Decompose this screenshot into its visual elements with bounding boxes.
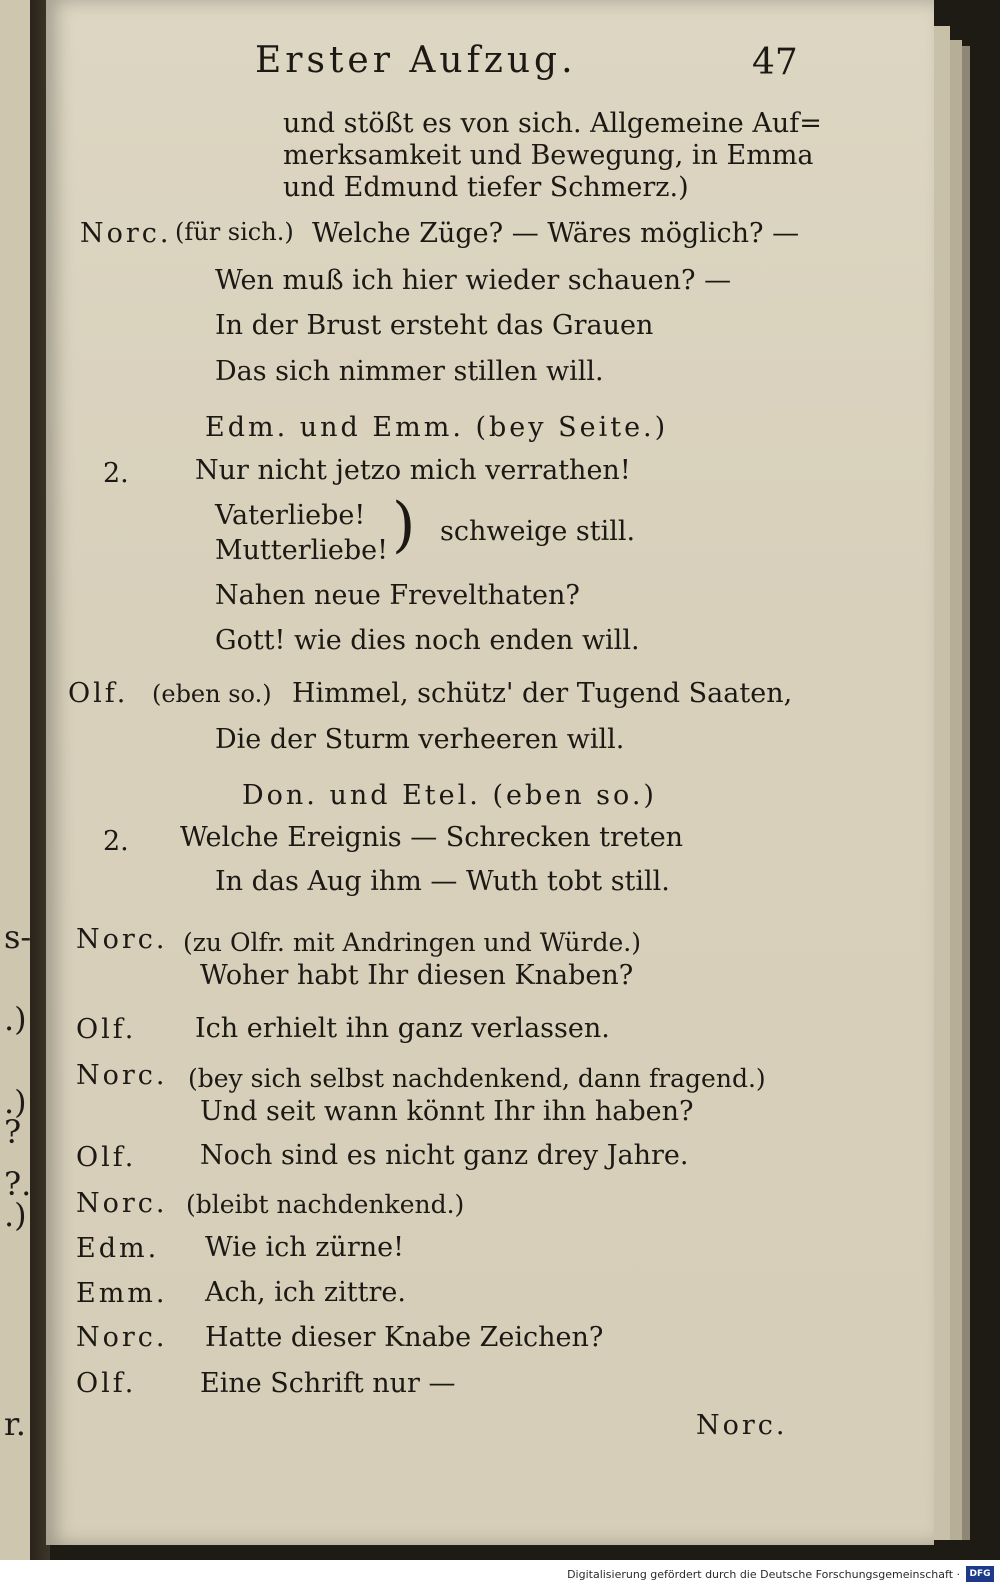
left-page-fragment: s- [4,918,32,956]
speaker-name: Olf. [68,678,129,709]
left-page-fragment: ? [4,1113,22,1151]
stage-direction-line: merksamkeit und Bewegung, in Emma [283,140,814,171]
verse-line: Ach, ich zittre. [205,1277,406,1308]
verse-line: Welche Ereignis — Schrecken treten [180,822,684,853]
speaker-name: Olf. [76,1142,137,1173]
page-edge [934,26,950,1540]
speaker-name: Olf. [76,1368,137,1399]
verse-line: schweige still. [440,516,636,547]
stage-direction-line: und Edmund tiefer Schmerz.) [283,172,689,203]
stage-aside: (bleibt nachdenkend.) [186,1190,465,1219]
funding-credit: Digitalisierung gefördert durch die Deutsche Forschungsgemeinschaft · [567,1568,960,1581]
stage-aside: (eben so.) [152,680,272,708]
verse-line: Gott! wie dies noch enden will. [215,625,640,656]
verse-line: Welche Züge? — Wäres möglich? — [312,218,800,249]
speaker-name: Norc. [76,1322,168,1353]
stage-direction-line: und stößt es von sich. Allgemeine Auf= [283,108,822,139]
speaker-name: Edm. [76,1233,160,1264]
verse-line: Wie ich zürne! [205,1232,404,1263]
ensemble-heading: Edm. und Emm. (bey Seite.) [205,412,669,443]
brace-mark: ) [392,490,416,560]
verse-line: Mutterliebe! [215,535,388,566]
verse-line: Vaterliebe! [215,500,366,531]
verse-line: Hatte dieser Knabe Zeichen? [205,1322,604,1353]
left-page-fragment: r. [4,1405,26,1443]
left-page-fragment: .) [4,1000,27,1038]
verse-line: In das Aug ihm — Wuth tobt still. [215,866,670,897]
stage-aside: (für sich.) [175,218,294,246]
verse-line: Ich erhielt ihn ganz verlassen. [195,1013,610,1044]
verse-line: Die der Sturm verheeren will. [215,724,625,755]
catchword: Norc. [696,1410,788,1441]
verse-line: Nahen neue Frevelthaten? [215,580,580,611]
page-edge [950,40,962,1540]
ensemble-heading: Don. und Etel. (eben so.) [242,780,657,811]
speaker-name: Norc. [76,1188,168,1219]
verse-line: Himmel, schütz' der Tugend Saaten, [292,678,793,709]
voice-count: 2. [103,826,129,857]
left-page-fragment: .) [4,1196,27,1234]
verse-line: Wen muß ich hier wieder schauen? — [215,265,732,296]
left-page-fragment: ?. [4,1165,32,1203]
left-page-fragment: .) [4,1083,27,1121]
voice-count: 2. [103,458,129,489]
verse-line: Eine Schrift nur — [200,1368,456,1399]
speaker-name: Norc. [80,218,172,249]
stage-aside: (zu Olfr. mit Andringen und Würde.) [183,928,641,957]
speaker-name: Emm. [76,1278,168,1309]
dfg-logo: DFG [966,1566,994,1582]
verse-line: Das sich nimmer stillen will. [215,356,604,387]
stage-aside: (bey sich selbst nachdenkend, dann fragend.) [188,1064,766,1093]
running-header: Erster Aufzug. [255,40,577,81]
verse-line: Nur nicht jetzo mich verrathen! [195,455,631,486]
digitization-footer [0,1560,1000,1593]
speaker-name: Norc. [76,924,168,955]
left-page-edge [0,0,30,1560]
speaker-name: Norc. [76,1060,168,1091]
verse-line: Und seit wann könnt Ihr ihn haben? [200,1096,694,1127]
verse-line: In der Brust ersteht das Grauen [215,310,654,341]
speaker-name: Olf. [76,1014,137,1045]
page-number: 47 [752,42,798,83]
verse-line: Woher habt Ihr diesen Knaben? [200,960,634,991]
page-edge [962,46,970,1540]
verse-line: Noch sind es nicht ganz drey Jahre. [200,1140,689,1171]
